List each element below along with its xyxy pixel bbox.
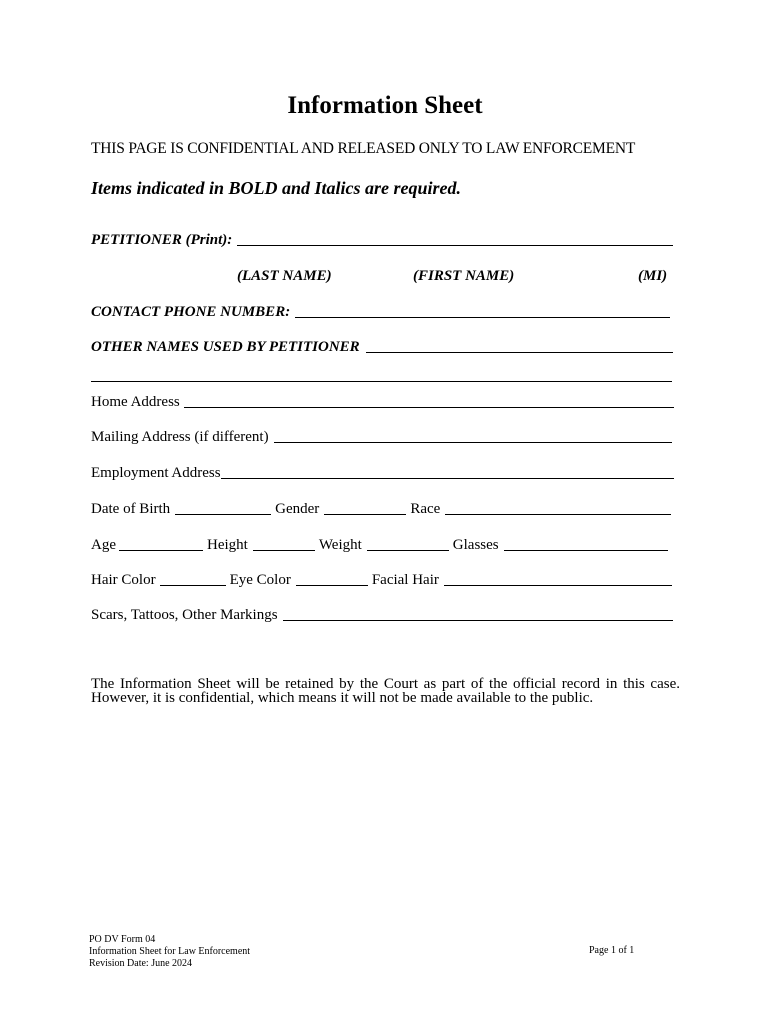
petitioner-row [91,232,673,249]
glasses-label: Glasses [452,537,499,553]
employment-address-row [91,465,674,482]
weight-field[interactable] [367,549,449,551]
age-field[interactable] [119,549,203,551]
employment-address-field[interactable] [221,477,674,479]
confidentiality-statement: The Information Sheet will be retained by the Court as part of the official record in this case. However, it is confidential, which means it will not be made available to the public. [91,676,680,706]
contact-phone-label: CONTACT PHONE NUMBER: [91,304,291,320]
eye-color-field[interactable] [296,584,368,586]
form-name: Information Sheet for Law Enforcement [89,946,251,957]
other-names-row [91,339,673,356]
page-title: Information Sheet [287,92,483,119]
mailing-address-field[interactable] [274,441,672,443]
dob-gender-race-row [91,501,671,518]
race-label: Race [410,501,441,517]
dob-label: Date of Birth [91,501,171,517]
scars-field[interactable] [283,619,673,621]
age-label: Age [91,537,116,553]
height-field[interactable] [253,549,315,551]
home-address-label: Home Address [91,394,180,410]
revision-date: Revision Date: June 2024 [89,958,193,969]
confidential-notice: THIS PAGE IS CONFIDENTIAL AND RELEASED ONLY TO LAW ENFORCEMENT [91,140,636,157]
glasses-field[interactable] [504,549,668,551]
contact-phone-row [91,304,670,321]
last-name-caption: (LAST NAME) [237,268,332,284]
petitioner-name-field[interactable] [237,244,673,246]
gender-label: Gender [275,501,320,517]
height-label: Height [207,537,248,553]
required-note: Items indicated in BOLD and Italics are required. [91,178,462,198]
page-number: Page 1 of 1 [589,945,635,956]
mi-caption: (MI) [638,268,668,284]
eye-color-label: Eye Color [229,572,291,588]
scars-label: Scars, Tattoos, Other Markings [91,607,278,623]
form-footer [89,934,250,970]
age-height-weight-row [91,537,668,554]
home-address-field[interactable] [184,406,674,408]
other-names-field[interactable] [366,351,673,353]
facial-hair-field[interactable] [444,584,672,586]
other-names-label: OTHER NAMES USED BY PETITIONER [91,339,360,355]
race-field[interactable] [445,513,671,515]
other-names-field-continued[interactable] [91,381,672,382]
mailing-address-label: Mailing Address (if different) [91,429,269,445]
first-name-caption: (FIRST NAME) [413,268,515,284]
mailing-address-row [91,429,672,446]
home-address-row [91,394,674,411]
scars-row [91,607,673,624]
hair-color-field[interactable] [160,584,226,586]
hair-color-label: Hair Color [91,572,156,588]
petitioner-label: PETITIONER (Print): [91,232,233,248]
weight-label: Weight [318,537,362,553]
facial-hair-label: Facial Hair [371,572,439,588]
dob-field[interactable] [175,513,271,515]
gender-field[interactable] [324,513,406,515]
hair-eye-facial-row [91,572,672,589]
form-id: PO DV Form 04 [89,934,156,945]
employment-address-label: Employment Address [91,465,221,481]
contact-phone-field[interactable] [295,316,670,318]
